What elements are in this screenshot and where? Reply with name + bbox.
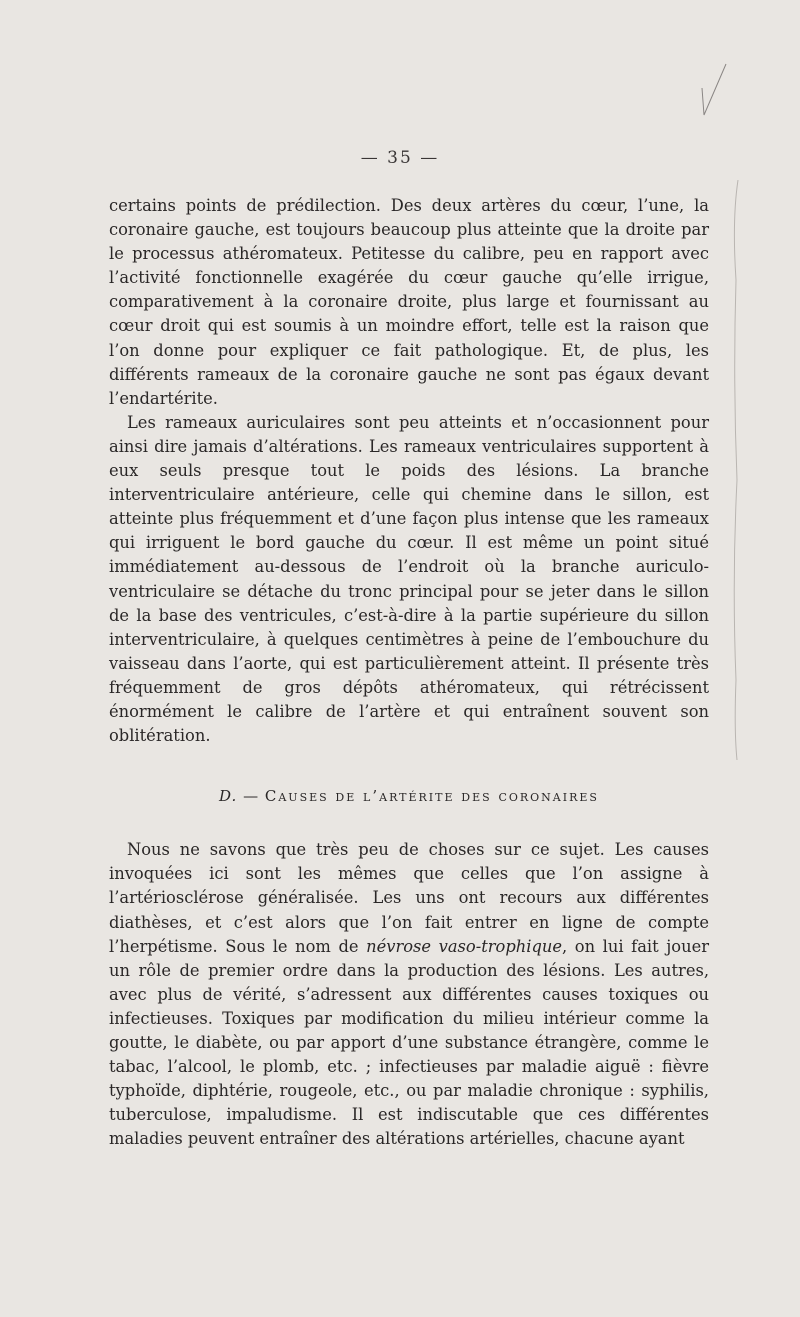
page-number: — 35 —: [360, 148, 440, 168]
pencil-mark: [690, 60, 730, 120]
margin-bracket-line: [730, 180, 740, 760]
heading-dash: —: [243, 787, 260, 806]
section-heading: [109, 784, 709, 808]
section-letter: D.: [219, 787, 238, 806]
main-text: [109, 194, 709, 1151]
paragraph-3-part-2: , on lui fait jouer un rôle de premier ordre dans la production des lésions. Les autres, avec plus de vérité, s’adressent aux différentes causes toxiques ou infectieuses. Toxiques par modification du milieu intérieur comme la goutte, le diabète, ou par apport d’une substance étrangère, comme le tabac, l’alcool, le plomb, etc. ; infectieuses par maladie aiguë : fièvre typhoïde, diphtérie, rougeole, etc., ou par maladie chronique : syphilis, tuberculose, impaludisme. Il est indiscutable que ces différentes maladies peuvent entraîner des altérations artérielles, chacune ayant: [109, 936, 710, 1149]
paragraph-2: Les rameaux auriculaires sont peu atteints et n’occasionnent pour ainsi dire jamais d’altérations. Les rameaux ventriculaires supportent à eux seuls presque tout le poids des lésions. La branche interventriculaire antérieure, celle qui chemine dans le sillon, est atteinte plus fréquemment et d’une façon plus intense que les rameaux qui irriguent le bord gauche du cœur. Il est même un point situé immédiatement au-dessous de l’endroit où la branche auriculo-ventriculaire se détache du tronc principal pour se jeter dans le sillon de la base des ventricules, c’est-à-dire à la partie supérieure du sillon interventriculaire, à quelques centimètres à peine de l’embouchure du vaisseau dans l’aorte, qui est particulièrement atteint. Il présente très fréquemment de gros dépôts athéromateux, qui rétrécissent énormément le calibre de l’artère et qui entraînent souvent son oblitération.: [109, 412, 709, 746]
paragraph-3-italic-term: névrose vaso-trophique: [366, 936, 562, 956]
paragraph-1: certains points de prédilection. Des deux artères du cœur, l’une, la coronaire gauche, est toujours beaucoup plus atteinte que la droite par le processus athéromateux. Petitesse du calibre, peu en rapport avec l’activité fonctionnelle exagérée du cœur gauche qu’elle irrigue, comparativement à la coronaire droite, plus large et fournissant au cœur droit qui est soumis à un moindre effort, telle est la raison que l’on donne pour expliquer ce fait pathologique. Et, de plus, les différents rameaux de la coronaire gauche ne sont pas égaux devant l’endartérite.: [109, 196, 709, 408]
section-title: Causes de l’artérite des coronaires: [264, 787, 599, 806]
paragraph-3: [109, 838, 709, 1151]
paragraph-3-part-1: Nous ne savons que très peu de choses sur ce sujet. Les causes invoquées ici sont les mêmes que celles que l’on assigne à l’artériosclérose généralisée. Les uns ont recours aux différentes diathèses, et c’est alors que l’on fait entrer en ligne de compte l’herpétisme. Sous le nom de: [109, 840, 709, 956]
